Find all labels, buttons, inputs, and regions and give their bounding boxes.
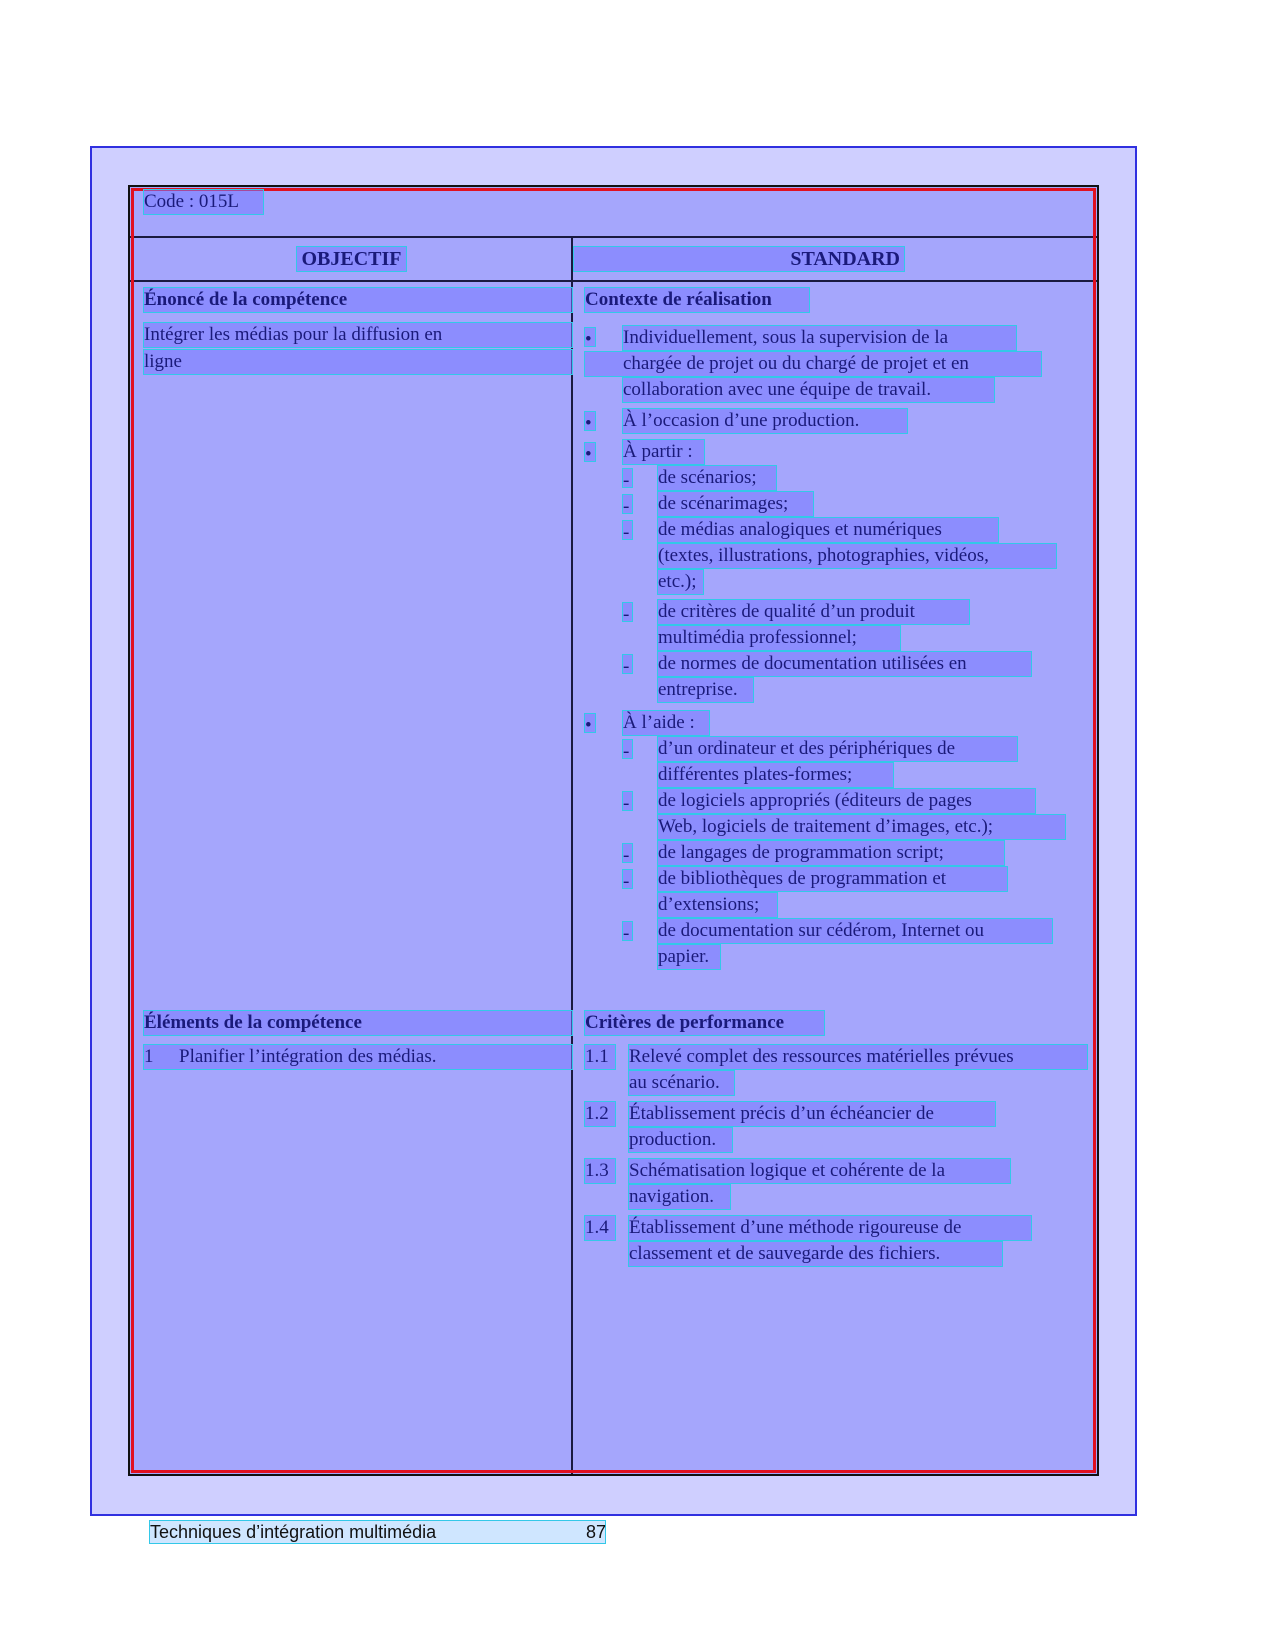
bullet-marker: •: [585, 443, 595, 461]
sub-b-2-line-2: Web, logiciels de traitement d’images, etc.);: [658, 815, 1065, 839]
bullet-1-line-1: Individuellement, sous la supervision de la: [623, 326, 1016, 350]
bullet-marker: •: [585, 328, 595, 346]
elements-title: Éléments de la compétence: [144, 1011, 572, 1035]
critere-3-line-1: Schématisation logique et cohérente de la: [629, 1159, 1010, 1183]
critere-3-line-2: navigation.: [629, 1185, 730, 1209]
dash-marker: -: [623, 922, 632, 940]
sub-a-4-line-2: multimédia professionnel;: [658, 626, 900, 650]
bullet-marker: •: [585, 714, 595, 732]
dash-marker: -: [623, 495, 632, 513]
sub-b-4-line-1: de bibliothèques de programmation et: [658, 867, 1007, 891]
element-1: [144, 1045, 572, 1069]
dash-marker: -: [623, 469, 632, 487]
critere-4-line-1: Établissement d’une méthode rigoureuse de: [629, 1216, 1031, 1240]
footer: [150, 1521, 605, 1543]
sub-b-5-line-2: papier.: [658, 945, 720, 969]
enonce-title: Énoncé de la compétence: [144, 288, 572, 312]
objectif-header: OBJECTIF: [297, 247, 406, 271]
critere-2-line-2: production.: [629, 1128, 732, 1152]
bullet-3: À partir :: [623, 440, 704, 464]
code-label: Code : 015L: [144, 190, 263, 214]
bullet-1-line-3: collaboration avec une équipe de travail.: [623, 378, 994, 402]
sub-b-3: de langages de programmation script;: [658, 841, 1004, 865]
sub-a-1: de scénarios;: [658, 466, 776, 490]
sub-a-5-line-2: entreprise.: [658, 678, 753, 702]
critere-1-line-1: Relevé complet des ressources matérielles prévues: [629, 1045, 1087, 1069]
element-1-text: Planifier l’intégration des médias.: [179, 1046, 437, 1067]
sub-a-4-line-1: de critères de qualité d’un produit: [658, 600, 969, 624]
critere-4-line-2: classement et de sauvegarde des fichiers.: [629, 1242, 1002, 1266]
header-bottom-rule: [130, 280, 1097, 282]
footer-title: Techniques d’intégration multimédia: [150, 1522, 437, 1542]
sub-a-5-line-1: de normes de documentation utilisées en: [658, 652, 1031, 676]
sub-b-1-line-2: différentes plates-formes;: [658, 763, 893, 787]
sub-b-5-line-1: de documentation sur cédérom, Internet ou: [658, 919, 1052, 943]
sub-a-3-line-3: etc.);: [658, 570, 703, 594]
sub-a-3-line-1: de médias analogiques et numériques: [658, 518, 998, 542]
page-number: 87: [586, 1522, 607, 1542]
enonce-line-1: Intégrer les médias pour la diffusion en: [144, 323, 572, 347]
critere-4-number: 1.4: [585, 1216, 615, 1240]
criteres-title: Critères de performance: [585, 1011, 824, 1035]
element-1-number: 1: [144, 1046, 154, 1067]
header-top-rule: [130, 236, 1097, 238]
column-divider: [571, 236, 573, 1474]
critere-1-number: 1.1: [585, 1045, 615, 1069]
critere-3-number: 1.3: [585, 1159, 615, 1183]
sub-b-4-line-2: d’extensions;: [658, 893, 777, 917]
dash-marker: -: [623, 740, 632, 758]
dash-marker: -: [623, 603, 632, 621]
sub-b-1-line-1: d’un ordinateur et des périphériques de: [658, 737, 1017, 761]
standard-header: STANDARD: [574, 247, 904, 271]
enonce-line-2: ligne: [144, 350, 572, 374]
dash-marker: -: [623, 870, 632, 888]
sub-a-2: de scénarimages;: [658, 492, 813, 516]
dash-marker: -: [623, 655, 632, 673]
critere-2-number: 1.2: [585, 1102, 615, 1126]
critere-1-line-2: au scénario.: [629, 1071, 734, 1095]
contexte-title: Contexte de réalisation: [585, 288, 809, 312]
bullet-1-line-2: chargée de projet ou du chargé de projet et en: [585, 352, 1041, 376]
dash-marker: -: [623, 521, 632, 539]
bullet-marker: •: [585, 412, 595, 430]
sub-a-3-line-2: (textes, illustrations, photographies, vidéos,: [658, 544, 1056, 568]
bullet-4: À l’aide :: [623, 711, 709, 735]
dash-marker: -: [623, 792, 632, 810]
dash-marker: -: [623, 844, 632, 862]
bullet-2: À l’occasion d’une production.: [623, 409, 907, 433]
sub-b-2-line-1: de logiciels appropriés (éditeurs de pages: [658, 789, 1035, 813]
critere-2-line-1: Établissement précis d’un échéancier de: [629, 1102, 995, 1126]
